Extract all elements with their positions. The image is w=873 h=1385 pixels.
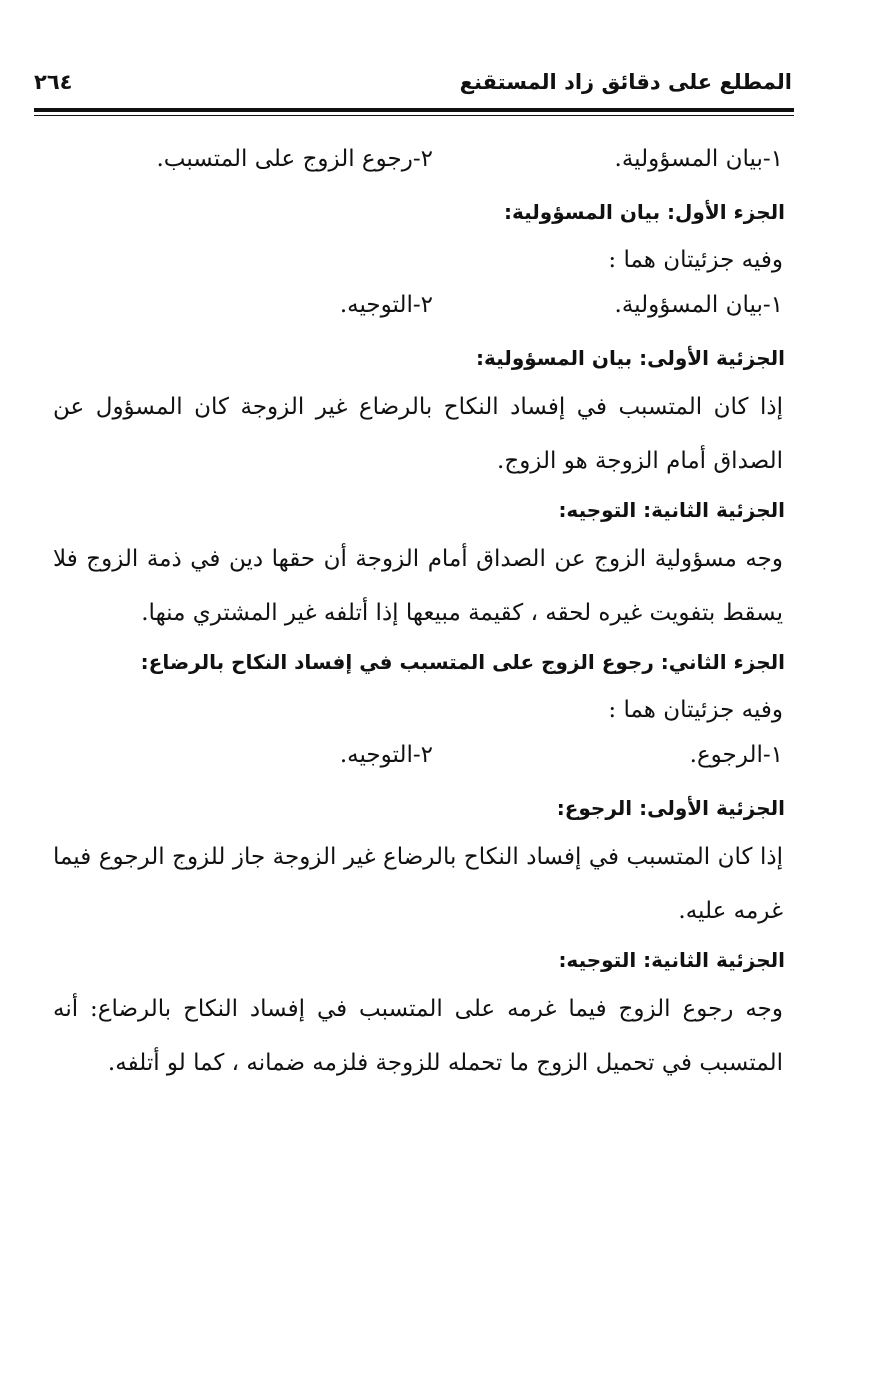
- list-item: ٢-رجوع الزوج على المتسبب.: [156, 146, 433, 172]
- header-rule-thick: [34, 108, 794, 112]
- subsection-heading: الجزئية الثانية: التوجيه:: [558, 948, 785, 972]
- paragraph-text: وجه رجوع الزوج فيما غرمه على المتسبب في إفساد النكاح بالرضاع: أنه المتسبب في تحميل الزوج ما تحمله للزوجة فلزمه ضمانه ، كما لو أتلفه.: [53, 996, 783, 1076]
- paragraph-text: وجه مسؤولية الزوج عن الصداق أمام الزوجة أن حقها دين في ذمة الزوج فلا يسقط بتفويت غيره لحقه ، كقيمة مبيعها إذا أتلفه غير المشتري منها.: [53, 546, 783, 626]
- section-intro: وفيه جزئيتان هما :: [608, 247, 783, 273]
- paragraph: [53, 380, 823, 488]
- header-rule-thin: [34, 115, 794, 116]
- paragraph: [53, 532, 823, 640]
- section-intro: وفيه جزئيتان هما :: [608, 697, 783, 723]
- subsection-heading: الجزئية الثانية: التوجيه:: [558, 498, 785, 522]
- running-header: [34, 70, 792, 100]
- list-item: ١-الرجوع.: [689, 742, 783, 768]
- part2-list: [53, 736, 793, 786]
- list-item: ١-بيان المسؤولية.: [614, 292, 783, 318]
- section-heading: الجزء الثاني: رجوع الزوج على المتسبب في إفساد النكاح بالرضاع:: [140, 650, 785, 674]
- top-list: [53, 140, 793, 190]
- paragraph: [53, 830, 823, 938]
- list-item: ٢-التوجيه.: [339, 742, 433, 768]
- paragraph-text: إذا كان المتسبب في إفساد النكاح بالرضاع غير الزوجة جاز للزوج الرجوع فيما غرمه عليه.: [53, 844, 783, 924]
- list-item: ١-بيان المسؤولية.: [614, 146, 783, 172]
- subsection-heading: الجزئية الأولى: بيان المسؤولية:: [476, 346, 785, 370]
- list-item: ٢-التوجيه.: [339, 292, 433, 318]
- page-number: ٢٦٤: [34, 70, 73, 94]
- paragraph: [53, 982, 823, 1090]
- part1-list: [53, 286, 793, 336]
- section-heading: الجزء الأول: بيان المسؤولية:: [503, 200, 785, 224]
- book-title: المطلع على دقائق زاد المستقنع: [459, 70, 792, 94]
- paragraph-text: إذا كان المتسبب في إفساد النكاح بالرضاع غير الزوجة كان المسؤول عن الصداق أمام الزوجة هو الزوج.: [53, 394, 783, 474]
- subsection-heading: الجزئية الأولى: الرجوع:: [556, 796, 785, 820]
- page-body: [53, 140, 793, 1090]
